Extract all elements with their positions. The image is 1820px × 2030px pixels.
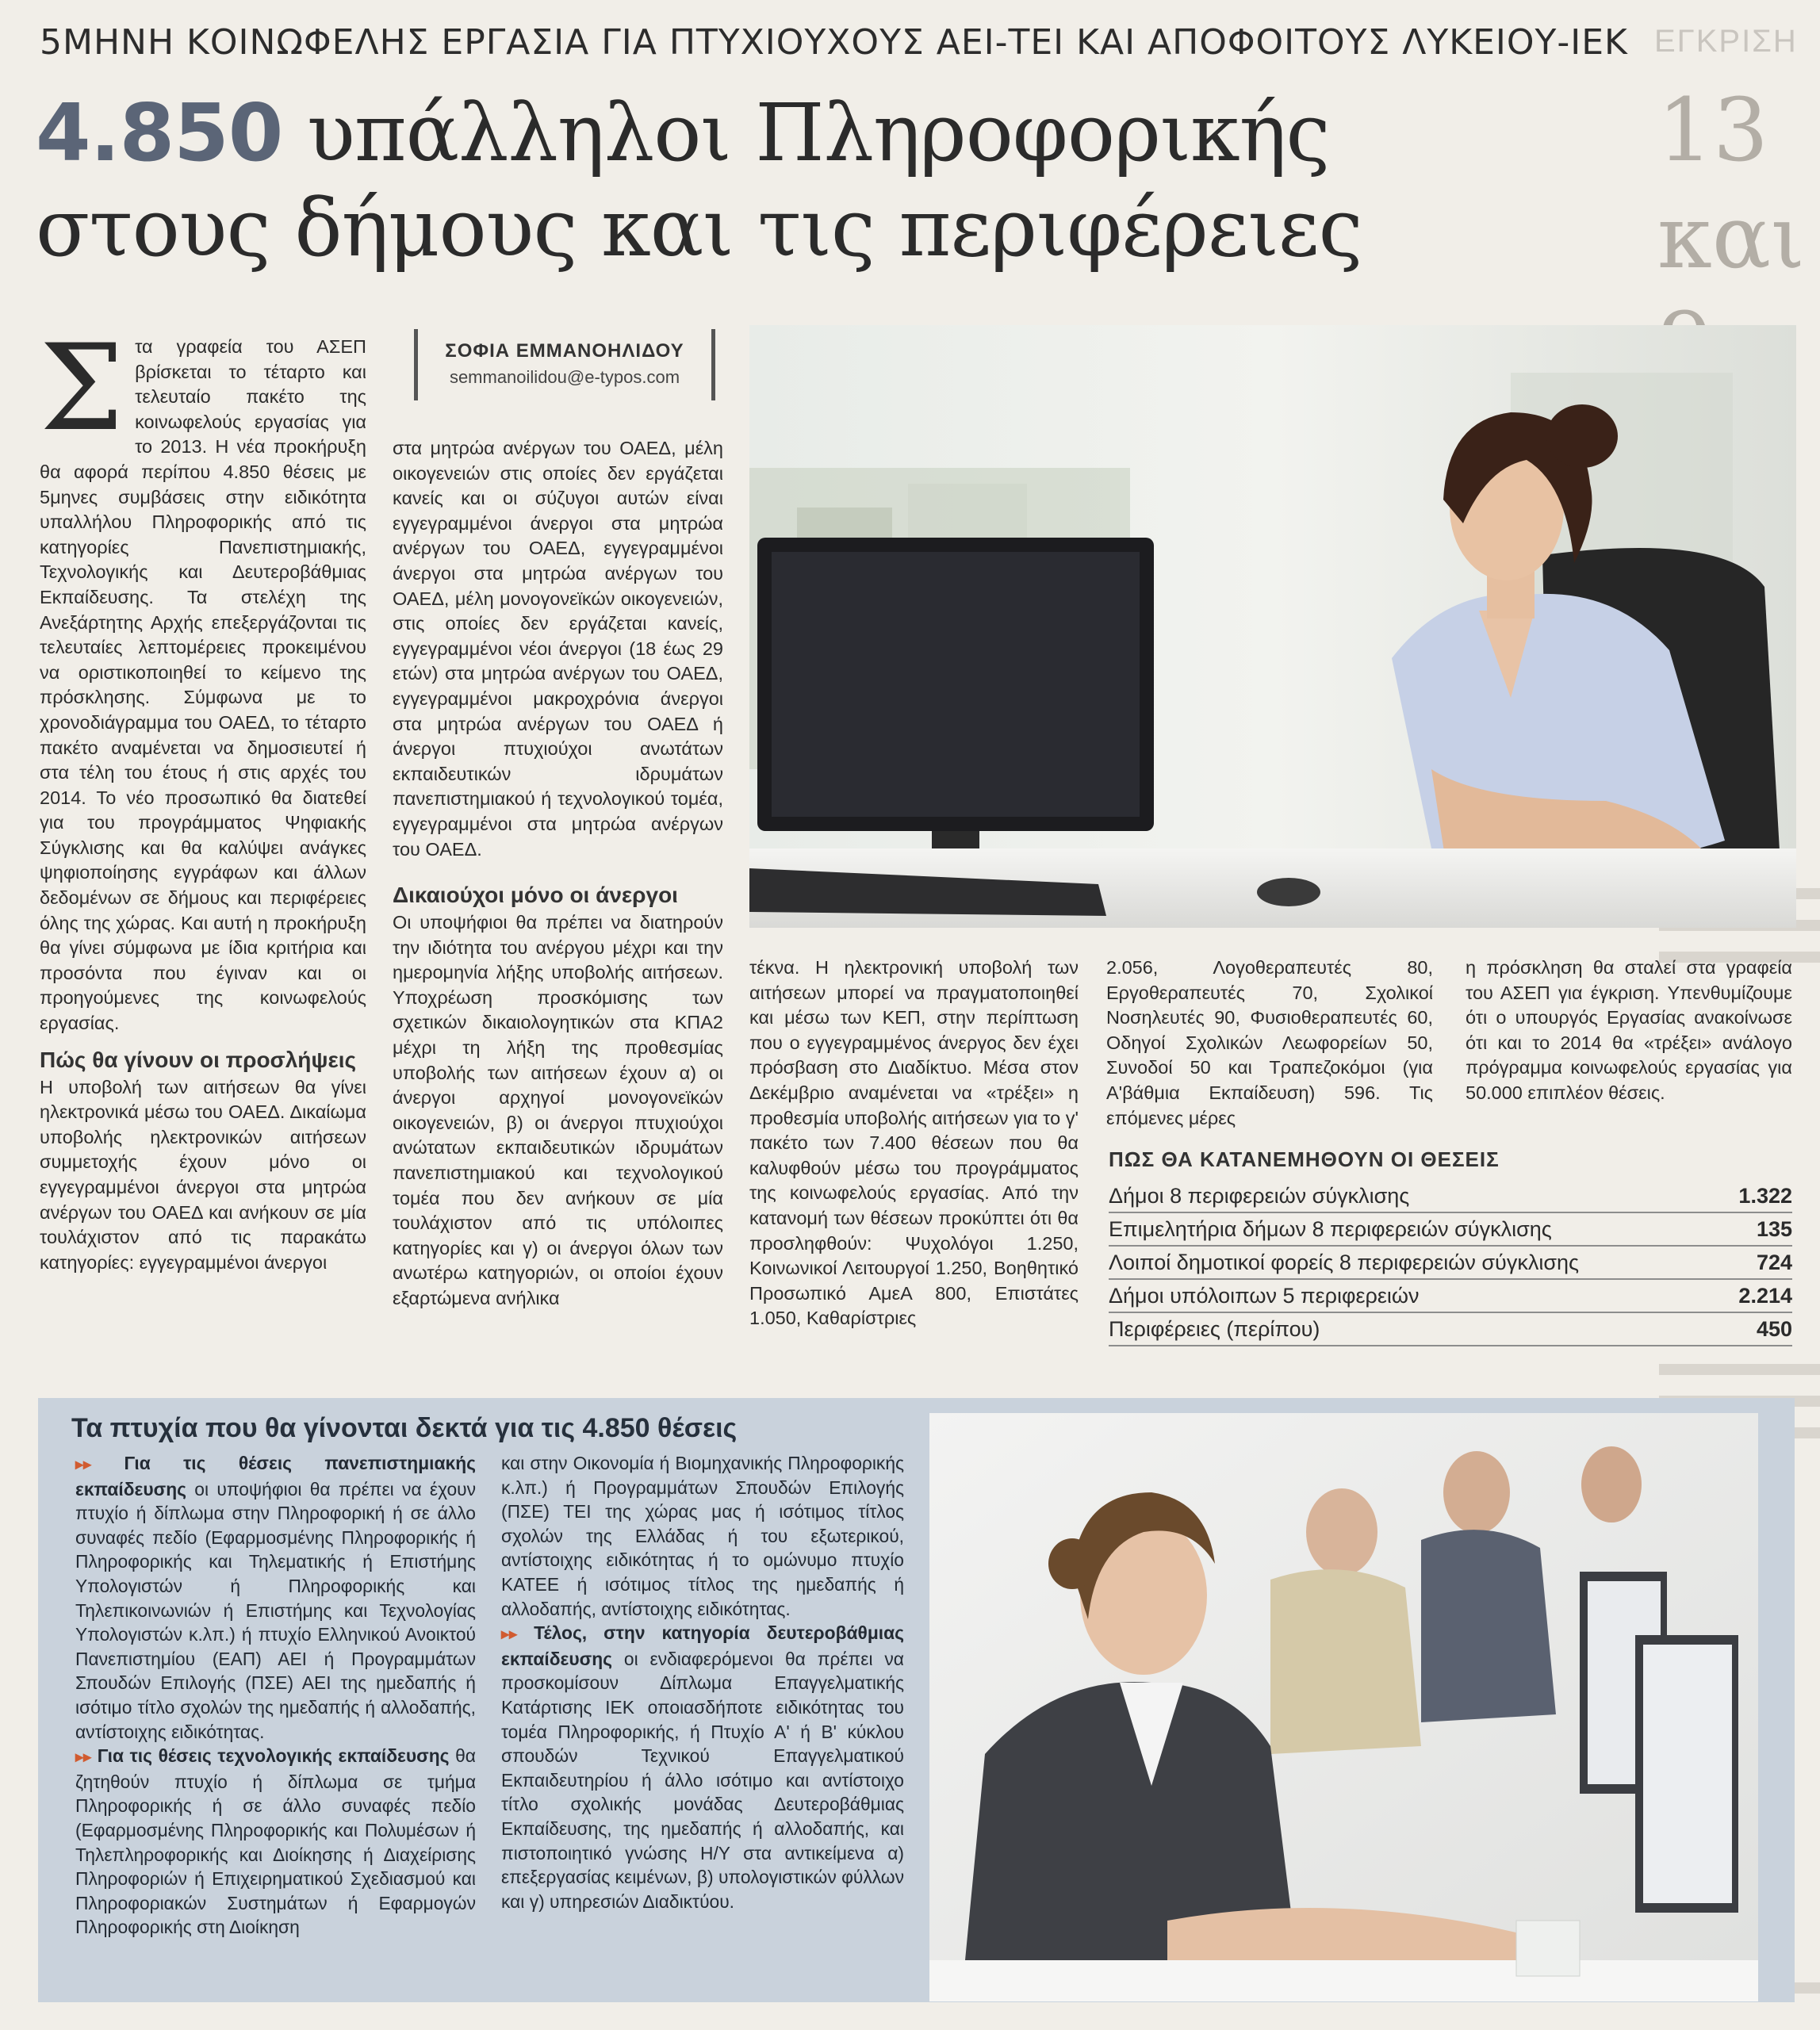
- row-label: Λοιποί δημοτικοί φορείς 8 περιφερειών σύγκλισης: [1109, 1251, 1580, 1274]
- bleed-headline-2: και: [1657, 186, 1806, 288]
- paragraph-specialties: 2.056, Λογοθεραπευτές 80, Εργοθεραπευτές 70, Σχολικοί Νοσηλευτές 90, Φυσιοθεραπευτές 60, Οδηγοί Σχολικών Λεωφορείων 50, Συνοδοί 50 και Τραπεζοκόμοι (για Α'βάθμια Εκπαίδευση) 596. Τις επόμενες μέρες: [1106, 957, 1433, 1128]
- article-column-3: [749, 956, 1079, 1331]
- row-value: 724: [1756, 1251, 1792, 1274]
- distribution-row: [1109, 1213, 1792, 1247]
- author-name: ΣΟΦΙΑ ΕΜΜΑΝΟΗΛΙΔΟΥ: [445, 340, 684, 362]
- paragraph-submission: τέκνα. Η ηλεκτρονική υποβολή των αιτήσεων μπορεί να πραγματοποιηθεί και μέσω των ΚΕΠ, στην περίπτωση που ο εγγεγραμμένος άνεργος δεν έχει πρόσβαση στο Διαδίκτυο. Μέσα στον Δεκέμβριο αναμένεται να «τρέξει» η προθεσμία υποβολής αιτήσεων για το γ' πακέτο των 7.400 θέσεων που θα καλυφθούν μέσω του προγράμματος της κοινωφελούς εργασίας. Από την κατανομή των θέσεων προκύπτει ότι θα προσληφθούν: Ψυχολόγοι 1.250, Κοινωνικοί Λειτουργοί 1.250, Βοηθητικό Προσωπικό ΑμεΑ 800, Επιστάτες 1.050, Καθαρίστριες: [749, 957, 1079, 1329]
- secondary-lead: Τέλος, στην κατηγορία δευτεροβάθμιας εκπαίδευσης: [501, 1622, 904, 1669]
- drop-cap: Σ: [40, 320, 125, 458]
- distribution-table-title: ΠΩΣ ΘΑ ΚΑΤΑΝΕΜΗΘΟΥΝ ΟΙ ΘΕΣΕΙΣ: [1109, 1147, 1500, 1171]
- byline: [414, 329, 715, 400]
- intro-paragraph: τα γραφεία του ΑΣΕΠ βρίσκεται το τέταρτο και τελευταίο πακέτο της κοινωφελούς εργασίας για το 2013. Η νέα προκήρυξη θα αφορά περίπου 4.850 θέσεις με 5μηνες συμβάσεις στην ειδικότητα υπαλλήλου Πληροφορικής από τις κατηγορίες Πανεπιστημιακής, Τεχνολογικής και Δευτεροβάθμιας Εκπαίδευσης. Τα στελέχη της Ανεξάρτητης Αρχής επεξεργάζονται τις τελευταίες λεπτομέρειες προκειμένου να οριστικοποιηθεί το κείμενο της πρόσκλησης. Σύμφωνα με το χρονοδιάγραμμα του ΟΑΕΔ, το τέταρτο πακέτο αναμένεται να δημοσιευτεί ή στα τέλη του έτους ή στις αρχές του 2014. Το νέο προσωπικό θα διατεθεί για του προγράμματος Ψηφιακής Σύγκλισης και θα καλύψει ανάγκες ψηφιοποίησης εγγράφων και άλλων δεδομένων σε δήμους και περιφέρειες όλης της χώρας. Και αυτή η προκήρυξη θα γίνει σύμφωνα με ίδια κριτήρια και προσόντα που έγιναν και οι προηγούμενες της κοινωφελούς εργασίας.: [40, 336, 366, 1034]
- technological-degrees: [75, 1744, 476, 1940]
- headline-number: 4.850: [36, 86, 283, 179]
- distribution-row: [1109, 1180, 1792, 1213]
- technological-lead: Για τις θέσεις τεχνολογικής εκπαίδευσης: [97, 1745, 450, 1767]
- distribution-row: [1109, 1247, 1792, 1280]
- distribution-row: [1109, 1280, 1792, 1313]
- degrees-box-column-1: [75, 1451, 476, 1940]
- headline-line-2: στους δήμους και τις περιφέρειες: [36, 182, 1362, 274]
- row-value: 135: [1756, 1217, 1792, 1241]
- photo-office-workers: [929, 1413, 1758, 2001]
- headline-line1-rest: υπάλληλοι Πληροφορικής: [307, 86, 1330, 179]
- paragraph-categories: στα μητρώα ανέργων του ΟΑΕΔ, μέλη οικογενειών στις οποίες δεν εργάζεται κανείς και οι σύζυγοι αυτών είναι εγγεγραμμένοι άνεργοι στα μητρώα ανέργων του ΟΑΕΔ, εγγεγραμμένοι άνεργοι στα μητρώα ανέργων του ΟΑΕΔ, μέλη μονογονεϊκών οικογενειών, στις οποίες δεν εργάζεται κανείς, εγγεγραμμένοι νέοι άνεργοι (18 έως 29 ετών) στα μητρώα ανέργων του ΟΑΕΔ, εγγεγραμμένοι μακροχρόνια άνεργοι στα μητρώα ανέργων του ΟΑΕΔ ή άνεργοι πτυχιούχοι ανωτάτων εκπαιδευτικών ιδρυμάτων πανεπιστημιακού ή τεχνολογικού τομέα, εγγεγραμμένοι στα μητρώα ανέργων του ΟΑΕΔ.: [393, 438, 723, 860]
- arrow-icon: ▸▸: [75, 1748, 92, 1767]
- technological-text: θα ζητηθούν πτυχίο ή δίπλωμα σε τμήμα Πληροφορικής ή σε άλλο συναφές πεδίο (Εφαρμοσμένης Πληροφορικής και Πολυμέσων ή Τηλεπληροφορικής και Διοίκησης ή Διαχείρισης Πληροφοριών ή Επιχειρηματικού Σχεδιασμού και Πληροφοριακών Συστημάτων ή Εφαρμογών Πληροφορικής στη Διοίκηση: [75, 1745, 476, 1938]
- headline: [36, 86, 1685, 276]
- university-lead: Για τις θέσεις πανεπιστημιακής εκπαίδευσης: [75, 1453, 476, 1500]
- article-column-5: [1466, 956, 1792, 1106]
- article-column-2: [393, 436, 723, 1312]
- kicker: 5ΜΗΝΗ ΚΟΙΝΩΦΕΛΗΣ ΕΡΓΑΣΙΑ ΓΙΑ ΠΤΥΧΙΟΥΧΟΥΣ ΑΕΙ-ΤΕΙ ΚΑΙ ΑΠΟΦΟΙΤΟΥΣ ΛΥΚΕΙΟΥ-ΙΕΚ: [40, 22, 1628, 63]
- bleed-headline-1: 13: [1657, 79, 1768, 181]
- photo-woman-at-computer: [749, 325, 1796, 928]
- distribution-row: [1109, 1313, 1792, 1346]
- university-degrees: [75, 1451, 476, 1744]
- arrow-icon: ▸▸: [75, 1456, 92, 1473]
- secondary-degrees: [501, 1621, 904, 1913]
- row-label: Δήμοι 8 περιφερειών σύγκλισης: [1109, 1184, 1410, 1208]
- paragraph-approval: η πρόσκληση θα σταλεί στα γραφεία του ΑΣΕΠ για έγκριση. Υπενθυμίζουμε ότι ο υπουργός Εργασίας ανακοίνωσε ότι και το 2014 θα «τρέξει» ανάλογο πρόγραμμα κοινωφελούς εργασίας για 50.000 επιπλέον θέσεις.: [1466, 957, 1792, 1103]
- bleed-label: ΕΓΚΡΙΣΗ: [1654, 24, 1798, 59]
- paragraph-application: Η υποβολή των αιτήσεων θα γίνει ηλεκτρονικά μέσω του ΟΑΕΔ. Δικαίωμα υποβολής ηλεκτρονικών αιτήσεων συμμετοχής έχουν μόνο οι εγγεγραμμένοι άνεργοι στα μητρώα ανέργων του ΟΑΕΔ και ανήκουν σε μία τουλάχιστον από τις παρακάτω κατηγορίες: εγγεγραμμένοι άνεργοι: [40, 1076, 366, 1273]
- row-label: Δήμοι υπόλοιπων 5 περιφερειών: [1109, 1284, 1420, 1308]
- secondary-text: οι ενδιαφερόμενοι θα πρέπει να προσκομίσουν Δίπλωμα Επαγγελματικής Κατάρτισης ΙΕΚ οποιασδήποτε ειδικότητας του τομέα Πληροφορικής, ή Πτυχίο Α' ή Β' κύκλου σπουδών Τεχνικού Επαγγελματικού Εκπαιδευτηρίου ή άλλο ισότιμο και αντίστοιχο τίτλο σχολικής μονάδας Δευτεροβάθμιας Εκπαίδευσης, της ημεδαπής ή αλλοδαπής, και πιστοποιητικό γνώσης Η/Υ στα αντικείμενα α) επεξεργασίας κειμένων, β) υπολογιστικών φύλλων και γ) υπηρεσιών Διαδικτύου.: [501, 1648, 904, 1912]
- row-value: 2.214: [1738, 1284, 1792, 1308]
- row-label: Επιμελητήρια δήμων 8 περιφερειών σύγκλισης: [1109, 1217, 1552, 1241]
- headline-line-1: [36, 86, 1685, 181]
- degrees-box-title: Τα πτυχία που θα γίνονται δεκτά για τις 4.850 θέσεις: [71, 1413, 738, 1443]
- technological-degrees-continued: και στην Οικονομία ή Βιομηχανικής Πληροφορικής κ.λπ.) ή Προγραμμάτων Σπουδών Επιλογής (ΠΣΕ) ΤΕΙ της χώρας μας ή ισότιμος τίτλος σχολών της Ελλάδας ή του εξωτερικού, αντίστοιχης ειδικότητας ή το ομώνυμο πτυχίο ΚΑΤΕΕ ή ισότιμος τίτλος της ημεδαπής ή αλλοδαπής, αντίστοιχης ειδικότητας.: [501, 1453, 904, 1619]
- row-value: 450: [1756, 1317, 1792, 1341]
- subheading-hiring: Πώς θα γίνουν οι προσλήψεις: [40, 1047, 357, 1072]
- row-value: 1.322: [1738, 1184, 1792, 1208]
- university-text: οι υποψήφιοι θα πρέπει να έχουν πτυχίο ή δίπλωμα στην Πληροφορική ή σε άλλο συναφές πεδίο (Εφαρμοσμένης Πληροφορικής ή Πληροφορικής και Τηλεματικής ή Επιστήμης Υπολογιστών ή Πληροφορικής και Τηλεπικοινωνιών ή Επιστήμης και Τεχνολογίας Υπολογιστών κ.λπ.) ή πτυχίο Ελληνικού Ανοικτού Πανεπιστημίου (ΕΑΠ) ΑΕΙ ή Προγραμμάτων Σπουδών Επιλογής (ΠΣΕ) ΑΕΙ της ημεδαπής ή ισότιμο τίτλο σχολών της ημεδαπής ή αλλοδαπής, αντίστοιχης ειδικότητας.: [75, 1478, 476, 1742]
- article-column-4: [1106, 956, 1433, 1131]
- paragraph-unemployed: Οι υποψήφιοι θα πρέπει να διατηρούν την ιδιότητα του ανέργου μέχρι και την ημερομηνία λήξης υποβολής αιτήσεων. Υποχρέωση προσκόμισης των σχετικών δικαιολογητικών στα ΚΠΑ2 μέχρι τη λήξη της προθεσμίας υποβολής των αιτήσεων έχουν α) οι άνεργοι αρχηγοί μονογονεϊκών οικογενειών, β) οι άνεργοι πτυχιούχοι ανώτατων εκπαιδευτικών ιδρυμάτων πανεπιστημιακού και τεχνολογικού τομέα που δεν ανήκουν σε μία τουλάχιστον από τις υπόλοιπες κατηγορίες και γ) οι άνεργοι όλων των ανωτέρω κατηγοριών, οι οποίοι έχουν εξαρτώμενα ανήλικα: [393, 912, 723, 1308]
- arrow-icon: ▸▸: [501, 1626, 518, 1644]
- degrees-box-column-2: [501, 1451, 904, 1913]
- row-label: Περιφέρειες (περίπου): [1109, 1317, 1320, 1341]
- subheading-eligible: Δικαιούχοι μόνο οι άνεργοι: [393, 883, 678, 908]
- author-email: semmanoilidou@e-typos.com: [449, 367, 680, 387]
- article-column-1: [40, 320, 366, 1275]
